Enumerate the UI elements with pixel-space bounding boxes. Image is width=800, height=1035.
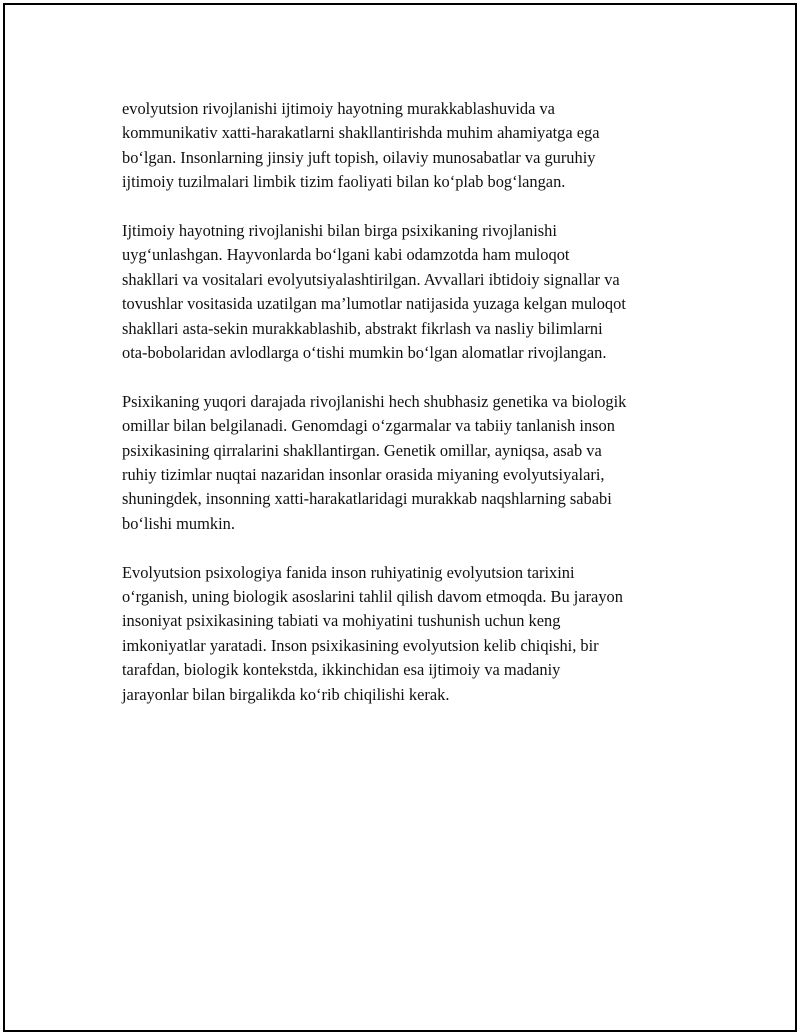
- text-line: imkoniyatlar yaratadi. Inson psixikasining evolyutsion kelib chiqishi, bir: [122, 635, 599, 655]
- text-line: Psixikaning yuqori darajada rivojlanishi hech shubhasiz genetika va biologik: [122, 391, 627, 411]
- text-line: insoniyat psixikasining tabiati va mohiyatini tushunish uchun keng: [122, 611, 561, 631]
- text-line: shakllari va vositalari evolyutsiyalashtirilgan. Avvallari ibtidoiy signallar va: [122, 269, 620, 289]
- text-line: shuningdek, insonning xatti-harakatlaridagi murakkab naqshlarning sababi: [122, 489, 612, 509]
- text-line: bo‘lgan. Insonlarning jinsiy juft topish, oilaviy munosabatlar va guruhiy: [122, 147, 596, 167]
- text-line: shakllari asta-sekin murakkablashib, abstrakt fikrlash va nasliy bilimlarni: [122, 318, 603, 338]
- page-body: [122, 97, 712, 732]
- page-frame: [3, 3, 797, 1032]
- text-line: Evolyutsion psixologiya fanida inson ruhiyatinig evolyutsion tarixini: [122, 562, 575, 582]
- text-line: ruhiy tizimlar nuqtai nazaridan insonlar orasida miyaning evolyutsiyalari,: [122, 465, 605, 485]
- text-line: uyg‘unlashgan. Hayvonlarda bo‘lgani kabi odamzotda ham muloqot: [122, 245, 570, 265]
- text-line: tovushlar vositasida uzatilgan ma’lumotlar natijasida yuzaga kelgan muloqot: [122, 294, 626, 314]
- paragraph-4: [122, 561, 712, 707]
- text-line: kommunikativ xatti-harakatlarni shakllantirishda muhim ahamiyatga ega: [122, 123, 600, 143]
- paragraph-2: [122, 219, 712, 365]
- text-line: omillar bilan belgilanadi. Genomdagi o‘zgarmalar va tabiiy tanlanish inson: [122, 416, 615, 436]
- text-line: psixikasining qirralarini shakllantirgan. Genetik omillar, ayniqsa, asab va: [122, 440, 602, 460]
- text-line: jarayonlar bilan birgalikda ko‘rib chiqilishi kerak.: [122, 684, 450, 704]
- text-line: Ijtimoiy hayotning rivojlanishi bilan birga psixikaning rivojlanishi: [122, 221, 557, 241]
- text-line: o‘rganish, uning biologik asoslarini tahlil qilish davom etmoqda. Bu jarayon: [122, 587, 623, 607]
- text-line: ota-bobolaridan avlodlarga o‘tishi mumkin bo‘lgan alomatlar rivojlangan.: [122, 343, 607, 363]
- text-line: bo‘lishi mumkin.: [122, 513, 235, 533]
- paragraph-3: [122, 390, 712, 536]
- text-line: ijtimoiy tuzilmalari limbik tizim faoliyati bilan ko‘plab bog‘langan.: [122, 172, 566, 192]
- paragraph-1: [122, 97, 712, 195]
- text-line: tarafdan, biologik kontekstda, ikkinchidan esa ijtimoiy va madaniy: [122, 660, 561, 680]
- text-line: evolyutsion rivojlanishi ijtimoiy hayotning murakkablashuvida va: [122, 99, 555, 118]
